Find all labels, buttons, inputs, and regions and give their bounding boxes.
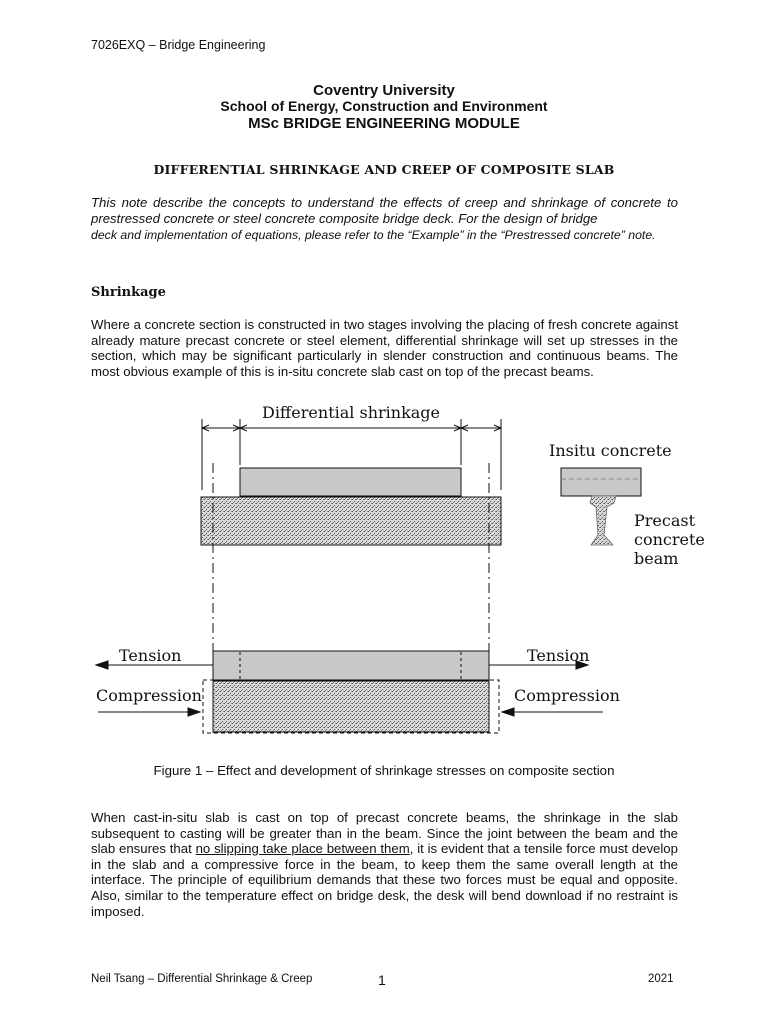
- composite-paragraph: [91, 810, 678, 919]
- section-heading-shrinkage: Shrinkage: [91, 285, 166, 300]
- para2-text-a: When cast-in-situ slab is cast on top of precast concrete beams, the shrinkage in the slab subsequent to casting will be greater than in the beam. Since the joint between the beam and the slab ensures that: [91, 810, 678, 857]
- shrinkage-figure: [0, 395, 768, 745]
- figure-caption: Figure 1 – Effect and development of shrinkage stresses on composite section: [153, 763, 615, 778]
- university-name: Coventry University: [313, 82, 455, 99]
- label-tension-right: Tension: [527, 646, 590, 665]
- cross-section-slab: [561, 468, 641, 496]
- label-insitu-concrete: Insitu concrete: [549, 441, 672, 460]
- label-beam: beam: [634, 549, 679, 568]
- page-number: 1: [378, 972, 386, 988]
- intro-text-2: deck and implementation of equations, please refer to the “Example” in the “Prestressed concrete” note.: [91, 228, 656, 242]
- precast-beam-top: [201, 497, 501, 545]
- para2-underlined: no slipping take place between them: [195, 841, 410, 857]
- label-differential-shrinkage: Differential shrinkage: [261, 403, 441, 422]
- shrinkage-paragraph: Where a concrete section is constructed in two stages involving the placing of fresh concrete against already mature precast concrete or steel element, differential shrinkage will set up stresses in the section, which may be significant particularly in slender construction and continuous beams. The most obvious example of this is in-situ concrete slab cast on top of the precast beams.: [91, 317, 678, 379]
- school-name: School of Energy, Construction and Environment: [220, 98, 548, 114]
- precast-beam-restrained: [213, 681, 489, 732]
- para2-text-b: , it is evident that a tensile force must develop in the slab and a compressive force in the beam, to keep them the same overall length at the interface. The principle of equilibrium demands that these two forces must be equal and opposite. Also, similar to the temperature effect on bridge desk, the desk will bend download if no restraint is imposed.: [91, 841, 678, 919]
- label-compression-right: Compression: [514, 686, 620, 705]
- label-precast: Precast: [634, 511, 696, 530]
- intro-text-1: This note describe the concepts to understand the effects of creep and shrinkage of concrete to prestressed concrete or steel concrete composite bridge deck. For the design of bridge: [91, 195, 678, 227]
- footer-author: Neil Tsang – Differential Shrinkage & Creep: [91, 973, 313, 985]
- document-title: DIFFERENTIAL SHRINKAGE AND CREEP OF COMPOSITE SLAB: [153, 162, 615, 177]
- cross-section-beam: [590, 496, 616, 545]
- label-tension-left: Tension: [119, 646, 182, 665]
- footer-year: 2021: [648, 973, 674, 985]
- module-name: MSc BRIDGE ENGINEERING MODULE: [248, 115, 520, 132]
- label-concrete: concrete: [634, 530, 705, 549]
- insitu-slab-restrained: [213, 651, 489, 680]
- running-header: 7026EXQ – Bridge Engineering: [91, 38, 266, 52]
- label-compression-left: Compression: [96, 686, 202, 705]
- insitu-slab-shrunk: [240, 468, 461, 496]
